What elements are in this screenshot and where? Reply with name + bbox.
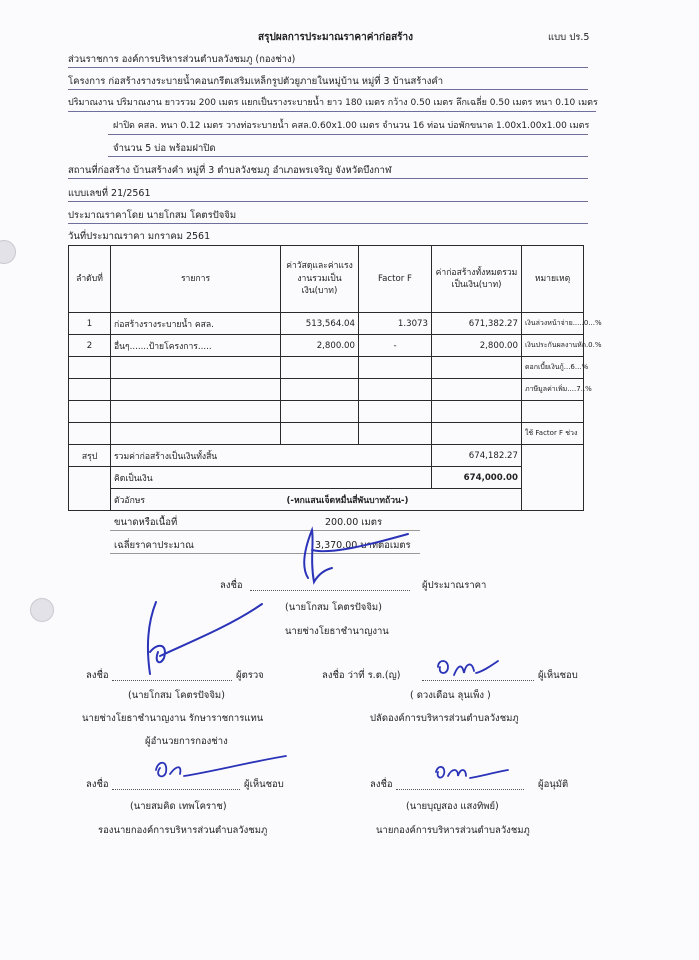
row-factor bbox=[359, 379, 432, 401]
row-cost bbox=[281, 423, 359, 445]
summary-note-cell bbox=[522, 445, 584, 511]
deputy-title: รองนายกองค์การบริหารส่วนตำบลวังชมภู bbox=[98, 825, 268, 836]
rule bbox=[68, 223, 588, 224]
row-item: อื่นๆ.......ป้ายโครงการ..... bbox=[111, 335, 281, 357]
chief-name: (นายบุญสอง แสงทิพย์) bbox=[406, 801, 499, 812]
checker-title-2: ผู้อำนวยการกองช่าง bbox=[145, 736, 228, 747]
row-total bbox=[432, 357, 522, 379]
deputy-role: ผู้เห็นชอบ bbox=[244, 779, 284, 790]
table-header-row bbox=[69, 246, 584, 313]
row-cost: 513,564.04 bbox=[281, 313, 359, 335]
punch-hole-bottom bbox=[30, 598, 54, 622]
chief-role: ผู้อนุมัติ bbox=[538, 779, 569, 790]
estimator-title: นายช่างโยธาชำนาญงาน bbox=[285, 626, 389, 637]
row-note: ใช้ Factor F ช่วง bbox=[522, 423, 584, 445]
row-total: 2,800.00 bbox=[432, 335, 522, 357]
form-code: แบบ ปร.5 bbox=[548, 32, 590, 43]
estimator-line: ประมาณราคาโดย นายโกสม โคตรปัจจิม bbox=[68, 210, 237, 221]
table-row bbox=[69, 357, 584, 379]
table-row bbox=[69, 379, 584, 401]
row-note: ดอกเบี้ยเงินกู้...6...% bbox=[522, 357, 584, 379]
row-cost: 2,800.00 bbox=[281, 335, 359, 357]
estimate-date-line: วันที่ประมาณราคา มกราคม 2561 bbox=[68, 231, 211, 242]
checker-sign-prefix: ลงชื่อ bbox=[86, 670, 109, 681]
summary-spacer bbox=[69, 489, 111, 511]
rule bbox=[68, 67, 588, 68]
row-factor: 1.3073 bbox=[359, 313, 432, 335]
sum-label: รวมค่าก่อสร้างเป็นเงินทั้งสิ้น bbox=[111, 445, 432, 467]
deputy-sign-prefix: ลงชื่อ bbox=[86, 779, 109, 790]
approver1-name: ( ดวงเดือน ลุนเพ็ง ) bbox=[410, 690, 491, 701]
average-value: 3,370.00 บาทต่อเมตร bbox=[315, 540, 411, 551]
deputy-name: (นายสมคิด เทพโคราช) bbox=[130, 801, 227, 812]
row-item bbox=[111, 423, 281, 445]
approver1-sign-prefix: ลงชื่อ ว่าที่ ร.ต.(ญ) bbox=[322, 670, 401, 681]
plan-number-line: แบบเลขที่ 21/2561 bbox=[68, 188, 151, 199]
document-title: สรุปผลการประมาณราคาค่าก่อสร้าง bbox=[258, 32, 414, 43]
row-factor bbox=[359, 357, 432, 379]
row-cost bbox=[281, 357, 359, 379]
estimator-role: ผู้ประมาณราคา bbox=[422, 580, 487, 591]
checker-signature-mark bbox=[140, 592, 270, 682]
row-factor: - bbox=[359, 335, 432, 357]
row-total bbox=[432, 423, 522, 445]
punch-hole-top bbox=[0, 240, 16, 264]
estimator-sign-prefix: ลงชื่อ bbox=[220, 580, 243, 591]
row-no: 2 bbox=[69, 335, 111, 357]
sum-value: 674,182.27 bbox=[432, 445, 522, 467]
header-item: รายการ bbox=[111, 246, 281, 313]
agency-line: ส่วนราชการ องค์การบริหารส่วนตำบลวังชมภู (กองช่าง) bbox=[68, 54, 296, 65]
row-total: 671,382.27 bbox=[432, 313, 522, 335]
rule bbox=[68, 111, 596, 112]
checker-title-1: นายช่างโยธาชำนาญงาน รักษาราชการแทน bbox=[82, 713, 264, 724]
estimator-signature-mark bbox=[288, 517, 428, 590]
row-note: เงินประกันผลงานหัก.0.% bbox=[522, 335, 584, 357]
round-value: 674,000.00 bbox=[432, 467, 522, 489]
rule bbox=[68, 178, 588, 179]
quantity-line-1: ปริมาณงาน ปริมาณงาน ยาวรวม 200 เมตร แยกเป็นรางระบายน้ำ ยาว 180 เมตร กว้าง 0.50 เมตร ลึกเฉลี่ย 0.50 เมตร หนา 0.10 เมตร bbox=[68, 98, 598, 108]
header-note: หมายเหตุ bbox=[522, 246, 584, 313]
table-row bbox=[69, 423, 584, 445]
chief-sign-prefix: ลงชื่อ bbox=[370, 779, 393, 790]
row-total bbox=[432, 401, 522, 423]
row-item bbox=[111, 401, 281, 423]
quantity-line-2: ฝาปิด คสล. หนา 0.12 เมตร วางท่อระบายน้ำ คสล.0.60x1.00 เมตร จำนวน 16 ท่อน บ่อพักขนาด 1.00x1.00x1.00 เมตร bbox=[113, 121, 590, 131]
deputy-signature-mark bbox=[150, 752, 290, 792]
header-no: ลำดับที่ bbox=[69, 246, 111, 313]
rule bbox=[108, 156, 588, 157]
header-factor: Factor F bbox=[359, 246, 432, 313]
table-row bbox=[69, 313, 584, 335]
summary-spacer bbox=[69, 467, 111, 489]
average-label: เฉลี่ยราคาประมาณ bbox=[114, 540, 194, 551]
row-cost bbox=[281, 401, 359, 423]
row-factor bbox=[359, 423, 432, 445]
row-item bbox=[111, 379, 281, 401]
size-label: ขนาดหรือเนื้อที่ bbox=[114, 517, 178, 528]
row-no bbox=[69, 423, 111, 445]
quantity-line-3: จำนวน 5 บ่อ พร้อมฝาปิด bbox=[113, 143, 216, 154]
row-no: 1 bbox=[69, 313, 111, 335]
row-note bbox=[522, 401, 584, 423]
checker-role: ผู้ตรวจ bbox=[236, 670, 264, 681]
row-factor bbox=[359, 401, 432, 423]
sum-row bbox=[69, 445, 584, 467]
row-no bbox=[69, 401, 111, 423]
words-label: ตัวอักษร bbox=[114, 495, 146, 506]
row-no bbox=[69, 379, 111, 401]
checker-name: (นายโกสม โคตรปัจจิม) bbox=[128, 690, 225, 701]
words-value: (-หกแสนเจ็ดหมื่นสี่พันบาทถ้วน-) bbox=[286, 495, 409, 506]
row-note: ภาษีมูลค่าเพิ่ม....7..% bbox=[522, 379, 584, 401]
row-no bbox=[69, 357, 111, 379]
chief-signature-mark bbox=[432, 762, 512, 788]
approver1-role: ผู้เห็นชอบ bbox=[538, 670, 578, 681]
row-item: ก่อสร้างรางระบายน้ำ คสล. bbox=[111, 313, 281, 335]
rule bbox=[68, 201, 588, 202]
summary-label: สรุป bbox=[69, 445, 111, 467]
table-row bbox=[69, 335, 584, 357]
table-row bbox=[69, 401, 584, 423]
rounded-row bbox=[69, 467, 584, 489]
cost-summary-table bbox=[68, 245, 602, 511]
project-line: โครงการ ก่อสร้างรางระบายน้ำคอนกรีตเสริมเหล็กรูปตัวยูภายในหมู่บ้าน หมู่ที่ 3 บ้านสร้างคำ bbox=[68, 76, 444, 87]
location-line: สถานที่ก่อสร้าง บ้านสร้างคำ หมู่ที่ 3 ตำบลวังชมภู อำเภอพรเจริญ จังหวัดบึงกาฬ bbox=[68, 165, 392, 176]
row-note: เงินล่วงหน้าจ่าย.....0...% bbox=[522, 313, 584, 335]
chief-sign-line bbox=[396, 789, 524, 790]
round-label: คิดเป็นเงิน bbox=[111, 467, 432, 489]
estimator-sign-line bbox=[250, 590, 410, 591]
row-cost bbox=[281, 379, 359, 401]
row-item bbox=[111, 357, 281, 379]
header-cost: ค่าวัสดุและค่าแรงงานรวมเป็นเงิน(บาท) bbox=[281, 246, 359, 313]
size-value: 200.00 เมตร bbox=[325, 517, 383, 528]
estimator-name: (นายโกสม โคตรปัจจิม) bbox=[285, 602, 382, 613]
row-total bbox=[432, 379, 522, 401]
words-cell bbox=[111, 489, 522, 511]
words-row bbox=[69, 489, 584, 511]
rule bbox=[108, 134, 588, 135]
chief-title: นายกองค์การบริหารส่วนตำบลวังชมภู bbox=[376, 825, 530, 836]
rule bbox=[68, 89, 588, 90]
header-total: ค่าก่อสร้างทั้งหมดรวมเป็นเงิน(บาท) bbox=[432, 246, 522, 313]
approver1-title: ปลัดองค์การบริหารส่วนตำบลวังชมภู bbox=[370, 713, 519, 724]
approver1-signature-mark bbox=[432, 655, 502, 685]
